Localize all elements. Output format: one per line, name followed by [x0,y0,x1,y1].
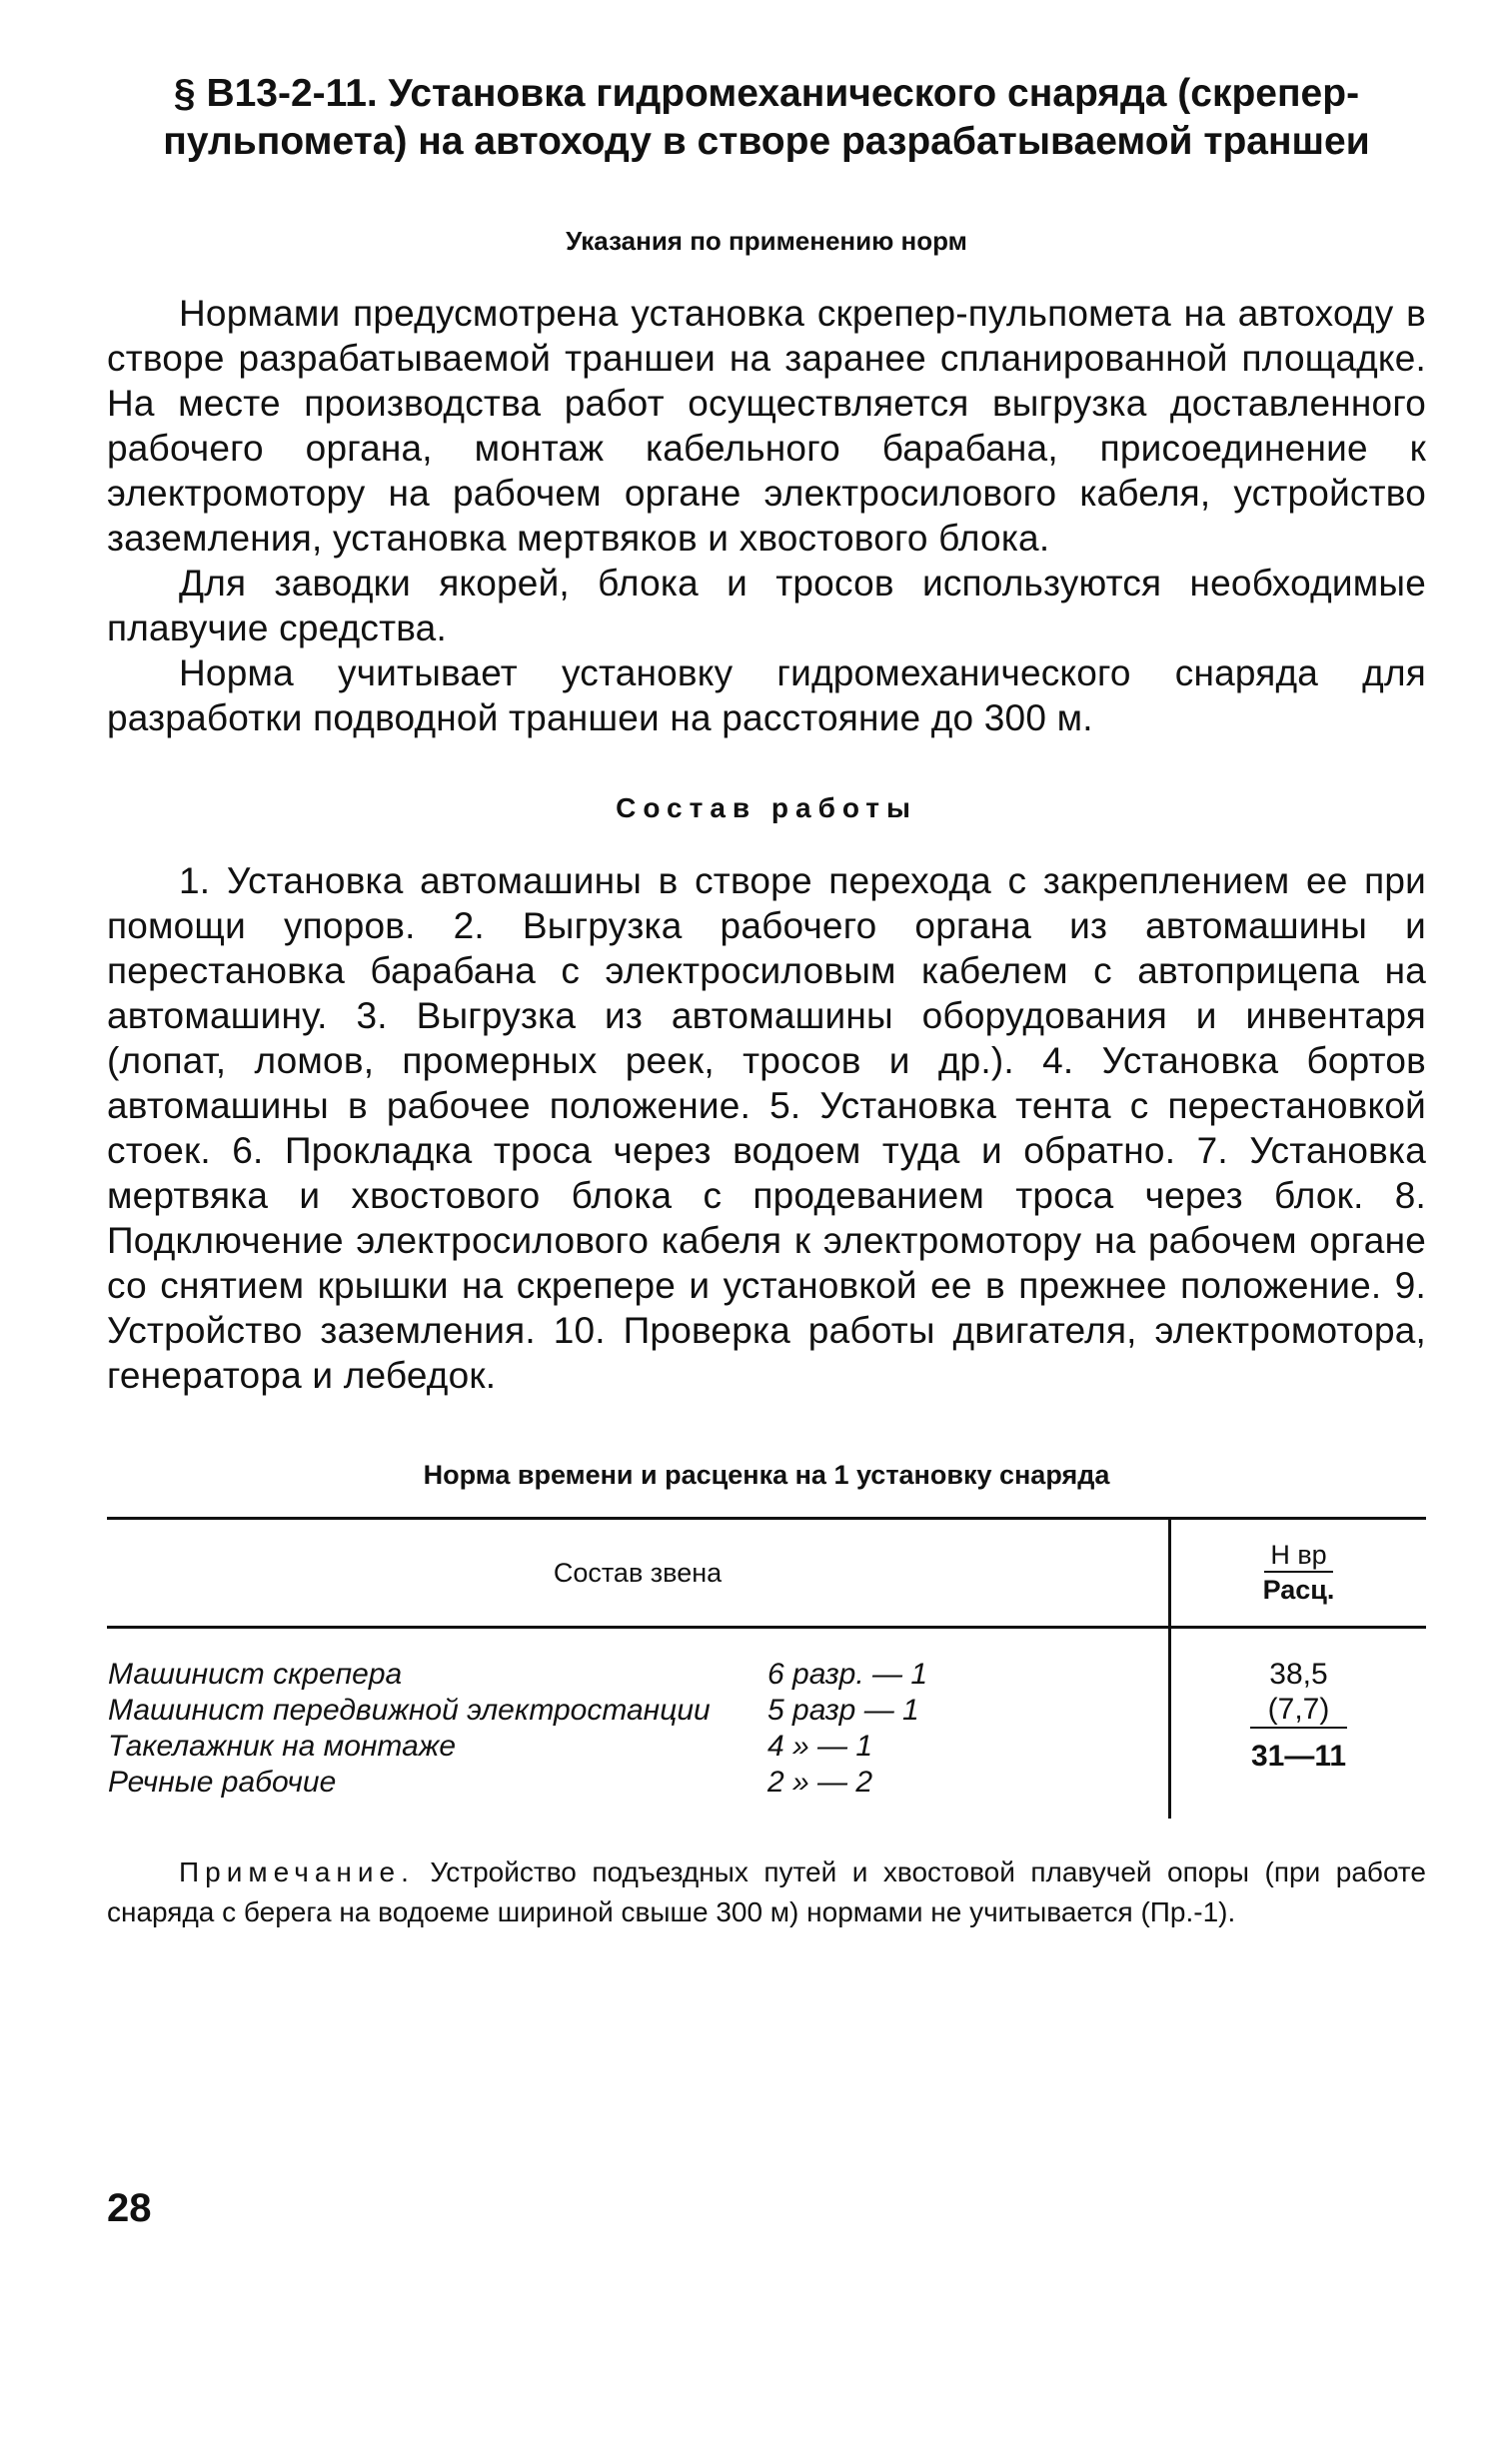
crew-column-header: Состав звена [107,1519,1170,1628]
norm-header-time: Н вр [1264,1540,1332,1573]
work-heading: Состав работы [616,792,917,823]
norm-price-value: 31—11 [1250,1740,1347,1773]
crew-grade: 4 » — 1 [767,1730,873,1763]
instructions-paragraph-1: Нормами предусмотрена установка скрепер-пульпомета на автоходу в створе разрабатываемой траншеи на заранее спланированной площадке. На месте производства работ осуществляется выгрузка доставленного рабочего органа, монтаж кабельного барабана, присоединение к электромотору на рабочем органе электросилового кабеля, устройство заземления, установка мертвяков и хвостового блока. [107,293,1426,559]
crew-name: Машинист передвижной электростанции [108,1694,711,1727]
page-number: 28 [107,2186,152,2230]
table-note [107,1852,1426,1932]
crew-row [108,1765,1167,1801]
instructions-body [107,291,1426,740]
norm-table [107,1517,1426,1819]
norm-header-price: Расц. [1262,1575,1335,1605]
work-body [107,858,1426,1398]
document-page [107,70,1426,1932]
instructions-paragraph-2: Для заводки якорей, блока и тросов используются необходимые плавучие средства. [107,563,1426,648]
instructions-paragraph-3: Норма учитывает установку гидромеханического снаряда для разработки подводной траншеи на расстояние до 300 м. [107,652,1426,738]
crew-row [108,1657,1167,1693]
crew-cell [107,1628,1170,1820]
work-text: 1. Установка автомашины в створе перехода с закреплением ее при помощи упоров. 2. Выгрузка рабочего органа из автомашины и перестановка барабана с электросиловым кабелем с автоприцепа на автомашину. 3. Выгрузка из автомашины оборудования и инвентаря (лопат, ломов, промерных реек, тросов и др.). 4. Установка бортов автомашины в рабочее положение. 5. Установка тента с перестановкой стоек. 6. Прокладка троса через водоем туда и обратно. 7. Установка мертвяка и хвостового блока с продеванием троса через блок. 8. Подключение электросилового кабеля к электромотору на рабочем органе со снятием крышки на скрепере и установкой ее в прежнее положение. 9. Устройство заземления. 10. Проверка работы двигателя, электромотора, генератора и лебедок. [107,860,1426,1396]
norm-time-value: 38,5 [1269,1658,1328,1691]
norm-time-paren-value: (7,7) [1250,1693,1348,1729]
crew-grade: 2 » — 2 [767,1766,873,1799]
crew-grade: 5 разр — 1 [767,1694,919,1727]
norm-cell [1170,1628,1427,1820]
crew-name: Машинист скрепера [108,1658,403,1691]
crew-row [108,1729,1167,1765]
table-caption: Норма времени и расценка на 1 установку снаряда [423,1460,1110,1490]
crew-grade: 6 разр. — 1 [767,1658,928,1691]
crew-row [108,1693,1167,1729]
note-text: Устройство подъездных путей и хвостовой плавучей опоры (при работе снаряда с берега на водоеме шириной свыше 300 м) нормами не учитывается (Пр.-1). [107,1856,1426,1927]
norm-column-header [1170,1519,1427,1628]
crew-name: Речные рабочие [108,1766,337,1799]
instructions-heading: Указания по применению норм [566,226,967,256]
crew-name: Такелажник на монтаже [108,1730,457,1763]
section-title: § В13-2-11. Установка гидромеханического снаряда (скрепер-пульпомета) на автоходу в створе разрабатываемой траншеи [163,72,1370,163]
note-label: Примечание. [179,1856,415,1887]
